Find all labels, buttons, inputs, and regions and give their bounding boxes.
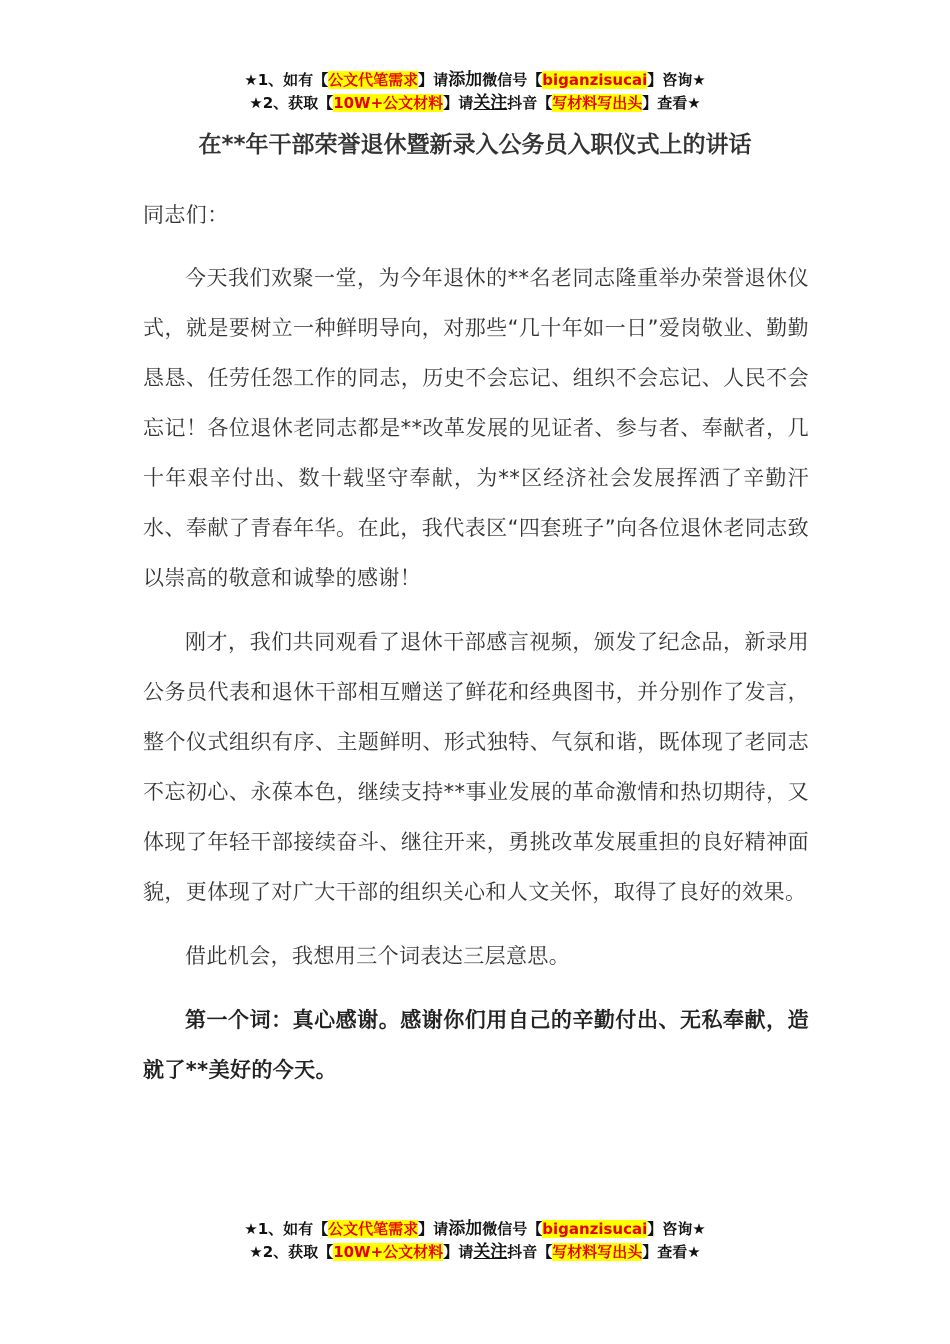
promo-text: 】咨询★ bbox=[647, 1220, 706, 1238]
paragraph: 借此机会，我想用三个词表达三层意思。 bbox=[185, 944, 571, 968]
promo-line-1 bbox=[0, 69, 950, 92]
highlight-service: 公文代笔需求 bbox=[328, 1220, 419, 1238]
promo-text: ★1、如有【 bbox=[244, 71, 329, 89]
promo-emphasis: 关注 bbox=[473, 1242, 508, 1262]
promo-banner-top bbox=[0, 69, 950, 115]
promo-emphasis: 关注 bbox=[473, 93, 508, 113]
promo-banner-bottom bbox=[0, 1218, 950, 1264]
highlight-materials: 10W+公文材料 bbox=[333, 1243, 444, 1261]
promo-text: 微信号【 bbox=[482, 71, 543, 89]
promo-text: 】咨询★ bbox=[647, 71, 706, 89]
promo-text: 抖音【 bbox=[507, 1243, 553, 1261]
paragraph: 刚才，我们共同观看了退休干部感言视频，颁发了纪念品，新录用公务员代表和退休干部相互赠送了鲜花和经典图书，并分别作了发言，整个仪式组织有序、主题鲜明、形式独特、气氛和谐，既体现了老同志不忘初心、永葆本色，继续支持**事业发展的革命激情和热切期待，又体现了年轻干部接续奋斗、继往开来，勇挑改革发展重担的良好精神面貌，更体现了对广大干部的组织关心和人文关怀，取得了良好的效果。 bbox=[143, 630, 809, 904]
promo-text: 微信号【 bbox=[482, 1220, 543, 1238]
promo-text: 】请 bbox=[418, 1220, 449, 1238]
promo-text: 】请 bbox=[443, 1243, 474, 1261]
salutation: 同志们： bbox=[143, 203, 229, 227]
promo-line-1 bbox=[0, 1218, 950, 1241]
promo-text: 】查看★ bbox=[642, 94, 701, 112]
promo-text: ★2、获取【 bbox=[249, 94, 334, 112]
highlight-douyin-account: 写材料写出头 bbox=[552, 1243, 643, 1261]
document-body bbox=[143, 190, 809, 1109]
promo-text: 抖音【 bbox=[507, 94, 553, 112]
highlight-materials: 10W+公文材料 bbox=[333, 94, 444, 112]
highlight-service: 公文代笔需求 bbox=[328, 71, 419, 89]
promo-line-2 bbox=[0, 92, 950, 115]
highlight-wechat-id: biganzisucai bbox=[542, 1220, 648, 1238]
promo-text: 】请 bbox=[443, 94, 474, 112]
document-title: 在**年干部荣誉退休暨新录入公务员入职仪式上的讲话 bbox=[198, 132, 752, 158]
highlight-wechat-id: biganzisucai bbox=[542, 71, 648, 89]
highlight-douyin-account: 写材料写出头 bbox=[552, 94, 643, 112]
promo-line-2 bbox=[0, 1241, 950, 1264]
promo-text: ★1、如有【 bbox=[244, 1220, 329, 1238]
promo-text: 】查看★ bbox=[642, 1243, 701, 1261]
promo-emphasis: 添加 bbox=[448, 1219, 483, 1239]
promo-text: 】请 bbox=[418, 71, 449, 89]
section-heading-paragraph: 第一个词：真心感谢。感谢你们用自己的辛勤付出、无私奉献，造就了**美好的今天。 bbox=[143, 1008, 809, 1082]
promo-emphasis: 添加 bbox=[448, 70, 483, 90]
promo-text: ★2、获取【 bbox=[249, 1243, 334, 1261]
paragraph: 今天我们欢聚一堂，为今年退休的**名老同志隆重举办荣誉退休仪式，就是要树立一种鲜明导向，对那些“几十年如一日”爱岗敬业、勤勤恳恳、任劳任怨工作的同志，历史不会忘记、组织不会忘记、人民不会忘记！各位退休老同志都是**改革发展的见证者、参与者、奉献者，几十年艰辛付出、数十载坚守奉献，为**区经济社会发展挥洒了辛勤汗水、奉献了青春年华。在此，我代表区“四套班子”向各位退休老同志致以崇高的敬意和诚挚的感谢！ bbox=[143, 266, 809, 590]
